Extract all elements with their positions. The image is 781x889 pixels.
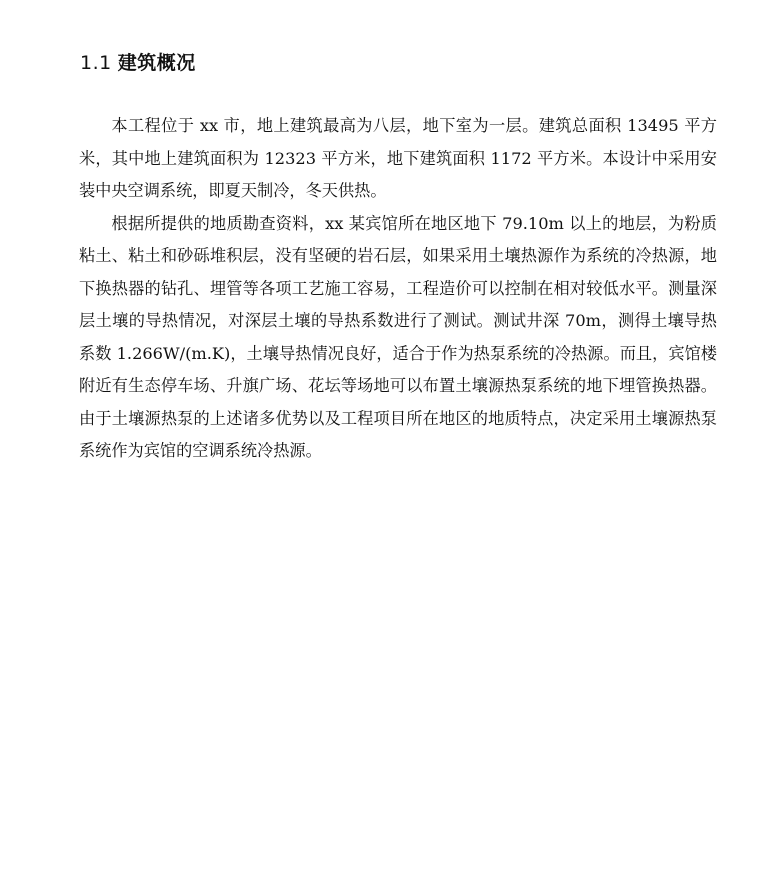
- section-title: 建筑概况: [117, 52, 196, 74]
- section-heading: [80, 48, 196, 75]
- body-text: [79, 110, 717, 468]
- section-number: 1.1: [80, 52, 112, 74]
- paragraph-project-overview: 本工程位于 xx 市，地上建筑最高为八层，地下室为一层。建筑总面积 13495 平方米，其中地上建筑面积为 12323 平方米，地下建筑面积 1172 平方米。本设计中采用安装中央空调系统，即夏天制冷，冬天供热。: [79, 116, 717, 200]
- paragraph-geology-heat-source: 根据所提供的地质勘查资料，xx 某宾馆所在地区地下 79.10m 以上的地层，为粉质粘土、粘土和砂砾堆积层，没有坚硬的岩石层，如果采用土壤热源作为系统的冷热源，地下换热器的钻孔、埋管等各项工艺施工容易，工程造价可以控制在相对较低水平。测量深层土壤的导热情况，对深层土壤的导热系数进行了测试。测试井深 70m，测得土壤导热系数 1.266W/(m.K)，土壤导热情况良好，适合于作为热泵系统的冷热源。而且，宾馆楼附近有生态停车场、升旗广场、花坛等场地可以布置土壤源热泵系统的地下埋管换热器。由于土壤源热泵的上述诸多优势以及工程项目所在地区的地质特点，决定采用土壤源热泵系统作为宾馆的空调系统冷热源。: [79, 213, 717, 460]
